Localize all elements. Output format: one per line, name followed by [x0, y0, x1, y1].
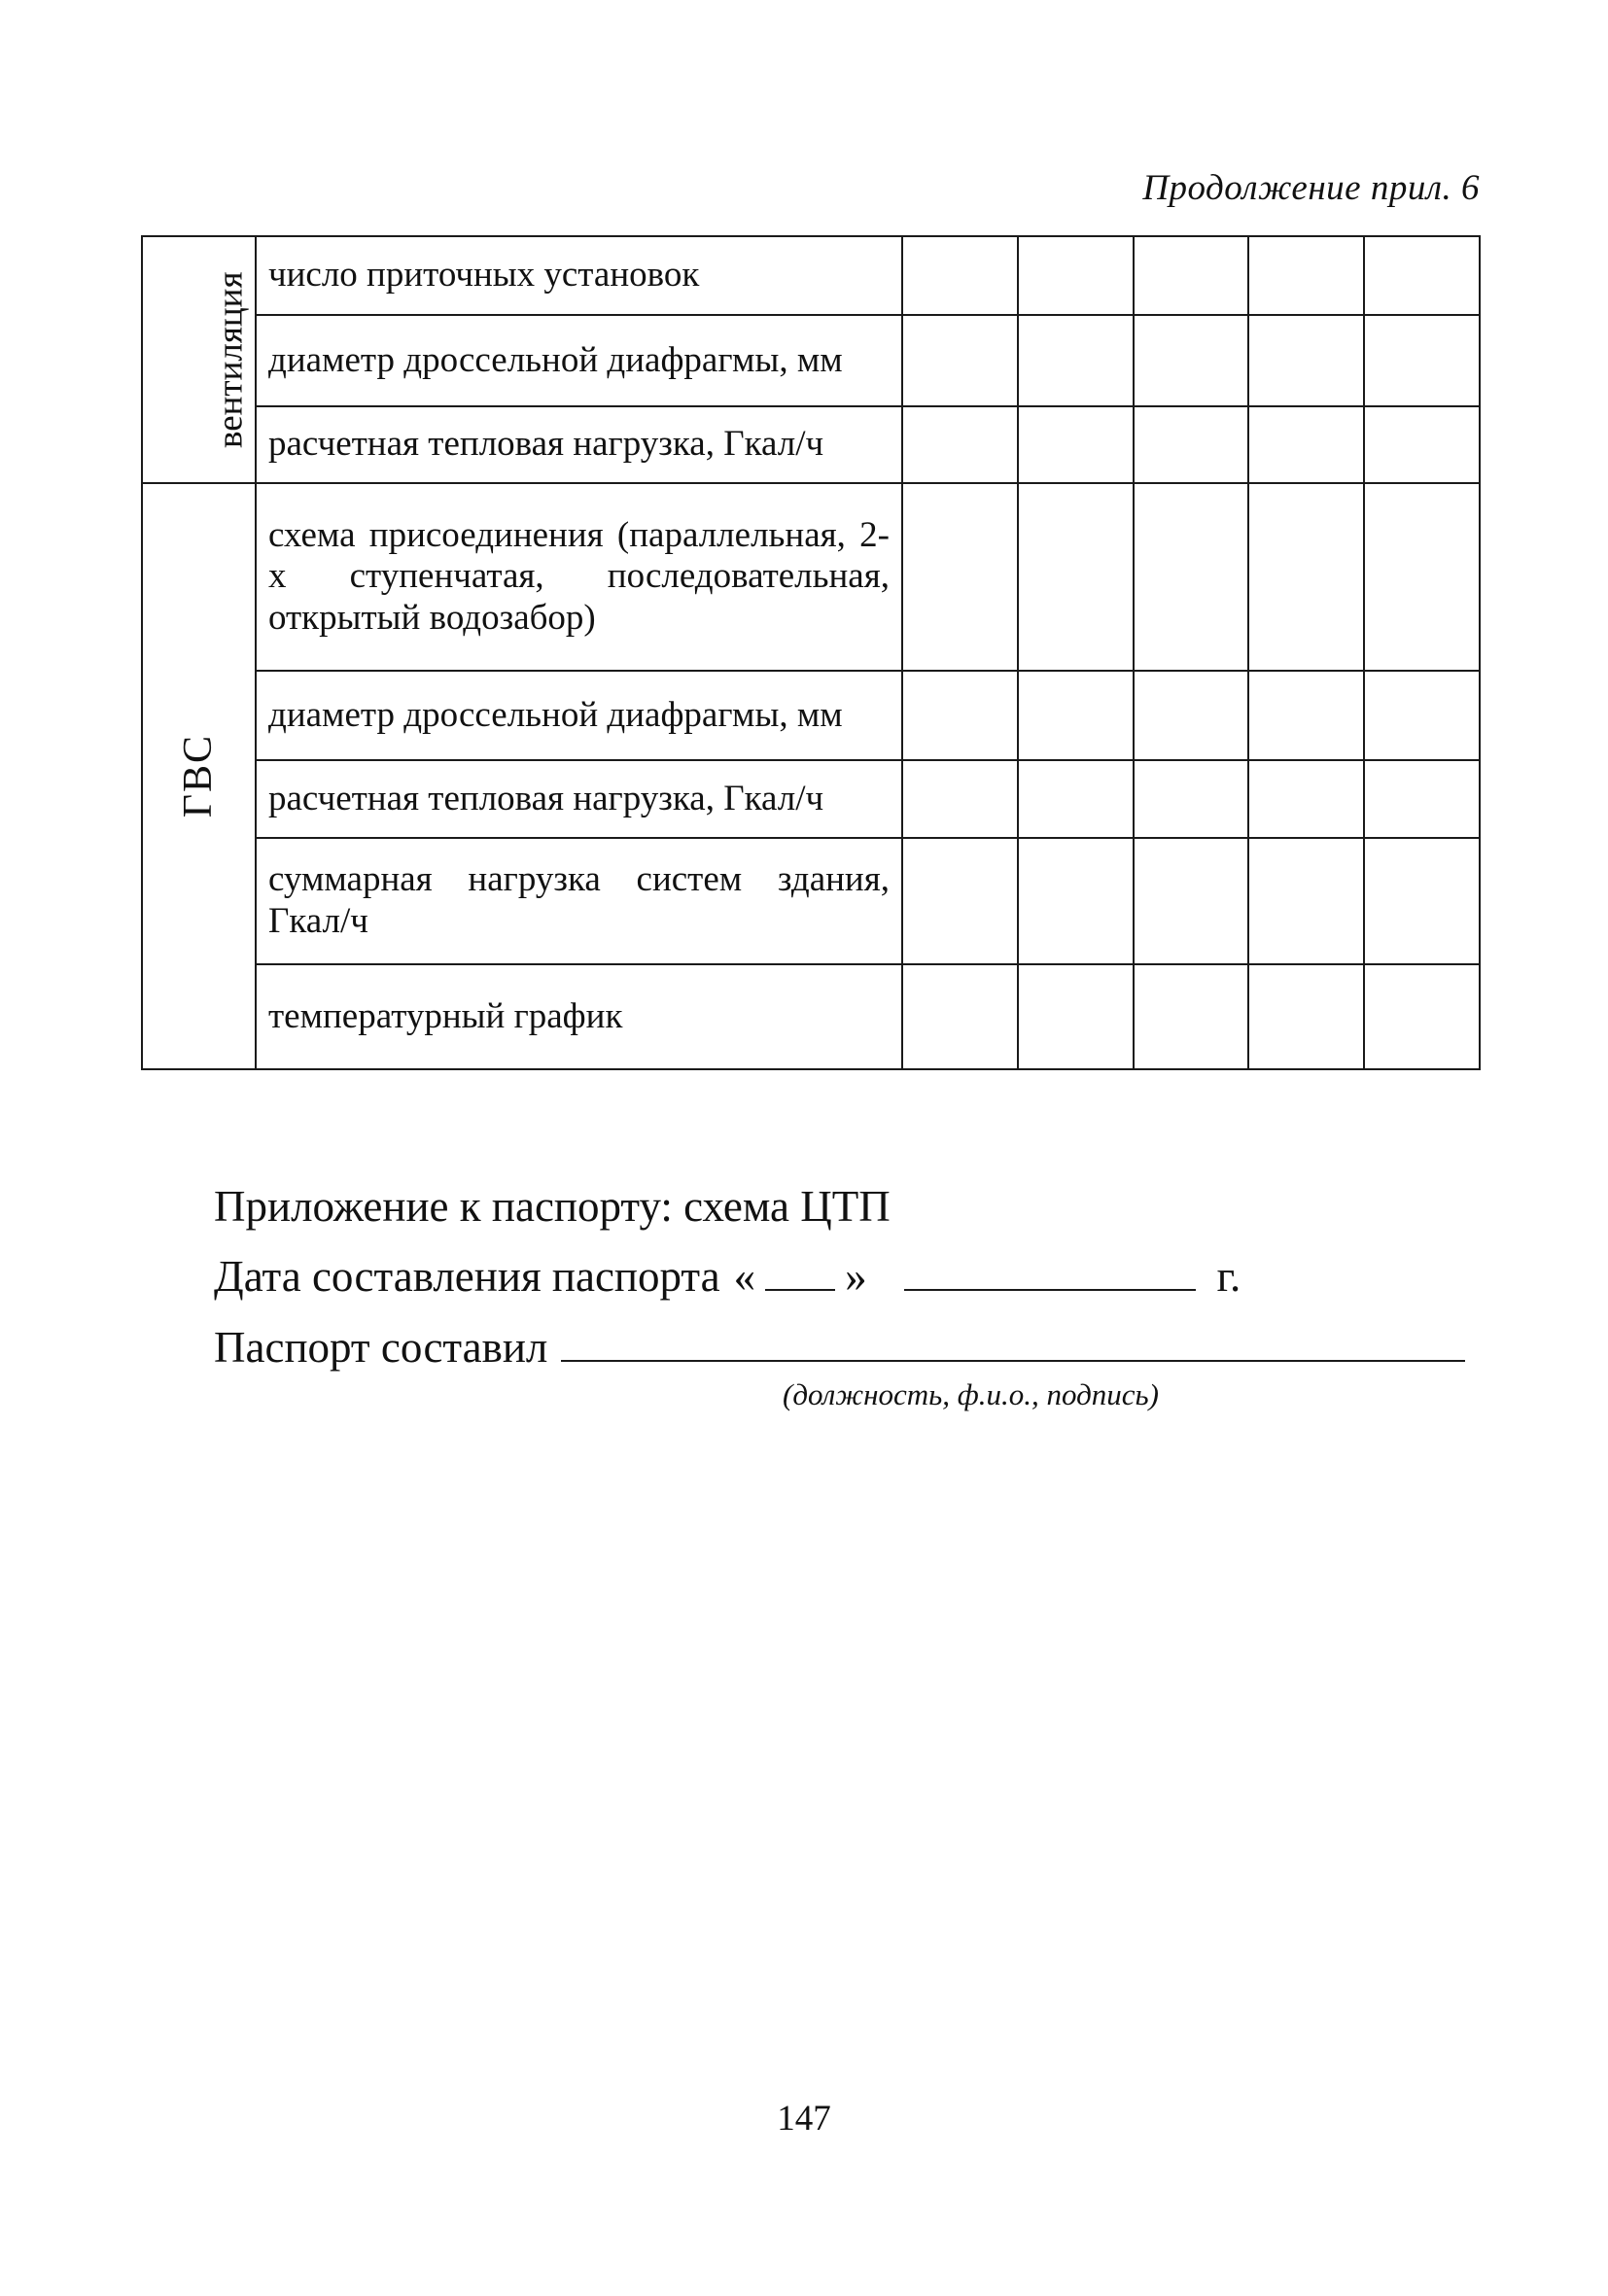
- value-cell: [1364, 483, 1480, 671]
- value-cell: [1134, 838, 1249, 964]
- value-cell: [1134, 315, 1249, 406]
- value-cell: [1248, 838, 1364, 964]
- year-suffix: г.: [1216, 1252, 1241, 1301]
- value-cell: [902, 406, 1018, 483]
- compiled-by-line: [214, 1322, 1465, 1373]
- group-label-cell: [142, 483, 256, 1069]
- value-cell: [1018, 964, 1134, 1069]
- table-row: [142, 964, 1480, 1069]
- value-cell: [1134, 671, 1249, 760]
- value-cell: [902, 671, 1018, 760]
- value-cell: [1248, 406, 1364, 483]
- table-row: [142, 760, 1480, 838]
- param-cell: диаметр дроссельной диафрагмы, мм: [256, 315, 902, 406]
- group-label-cell: [142, 236, 256, 483]
- value-cell: [1018, 671, 1134, 760]
- value-cell: [1018, 406, 1134, 483]
- open-quote: «: [733, 1252, 756, 1301]
- value-cell: [1134, 483, 1249, 671]
- param-cell: суммарная нагрузка систем здания, Гкал/ч: [256, 838, 902, 964]
- page-number: 147: [777, 2099, 831, 2139]
- value-cell: [1018, 483, 1134, 671]
- value-cell: [1248, 236, 1364, 315]
- value-cell: [902, 964, 1018, 1069]
- group-label-ventilation: вентиляция: [210, 271, 251, 448]
- table-row: [142, 483, 1480, 671]
- param-cell: число приточных установок: [256, 236, 902, 315]
- value-cell: [1018, 236, 1134, 315]
- table-row: [142, 236, 1480, 315]
- value-cell: [1248, 671, 1364, 760]
- table-row: [142, 671, 1480, 760]
- value-cell: [902, 236, 1018, 315]
- appendix-line: Приложение к паспорту: схема ЦТП: [214, 1182, 891, 1231]
- value-cell: [1134, 236, 1249, 315]
- value-cell: [1018, 315, 1134, 406]
- param-cell: температурный график: [256, 964, 902, 1069]
- day-blank: [765, 1256, 835, 1291]
- value-cell: [1018, 760, 1134, 838]
- value-cell: [1364, 671, 1480, 760]
- param-cell: расчетная тепловая нагрузка, Гкал/ч: [256, 760, 902, 838]
- param-cell: расчетная тепловая нагрузка, Гкал/ч: [256, 406, 902, 483]
- value-cell: [902, 760, 1018, 838]
- value-cell: [1364, 838, 1480, 964]
- compiled-by-label: Паспорт составил: [214, 1323, 548, 1372]
- param-cell: схема присоединения (параллельная, 2-х ступенчатая, последовательная, открытый водозабор): [256, 483, 902, 671]
- value-cell: [1018, 838, 1134, 964]
- value-cell: [1248, 760, 1364, 838]
- date-label: Дата составления паспорта: [214, 1252, 720, 1301]
- value-cell: [1364, 760, 1480, 838]
- value-cell: [1364, 964, 1480, 1069]
- signature-caption: (должность, ф.и.о., подпись): [783, 1377, 1159, 1411]
- value-cell: [1248, 315, 1364, 406]
- value-cell: [1134, 760, 1249, 838]
- group-label-gvs: ГВС: [176, 734, 222, 818]
- date-line: [214, 1251, 1241, 1302]
- value-cell: [1364, 406, 1480, 483]
- value-cell: [1134, 964, 1249, 1069]
- close-quote: »: [845, 1252, 867, 1301]
- month-blank: [904, 1256, 1196, 1291]
- value-cell: [1364, 236, 1480, 315]
- value-cell: [1248, 483, 1364, 671]
- value-cell: [902, 838, 1018, 964]
- value-cell: [902, 315, 1018, 406]
- signature-blank: [561, 1327, 1465, 1362]
- table-row: [142, 838, 1480, 964]
- value-cell: [1134, 406, 1249, 483]
- continuation-note: Продолжение прил. 6: [1142, 168, 1480, 208]
- value-cell: [1248, 964, 1364, 1069]
- passport-table: [141, 235, 1481, 1070]
- table-row: [142, 315, 1480, 406]
- param-cell: диаметр дроссельной диафрагмы, мм: [256, 671, 902, 760]
- value-cell: [1364, 315, 1480, 406]
- value-cell: [902, 483, 1018, 671]
- table-row: [142, 406, 1480, 483]
